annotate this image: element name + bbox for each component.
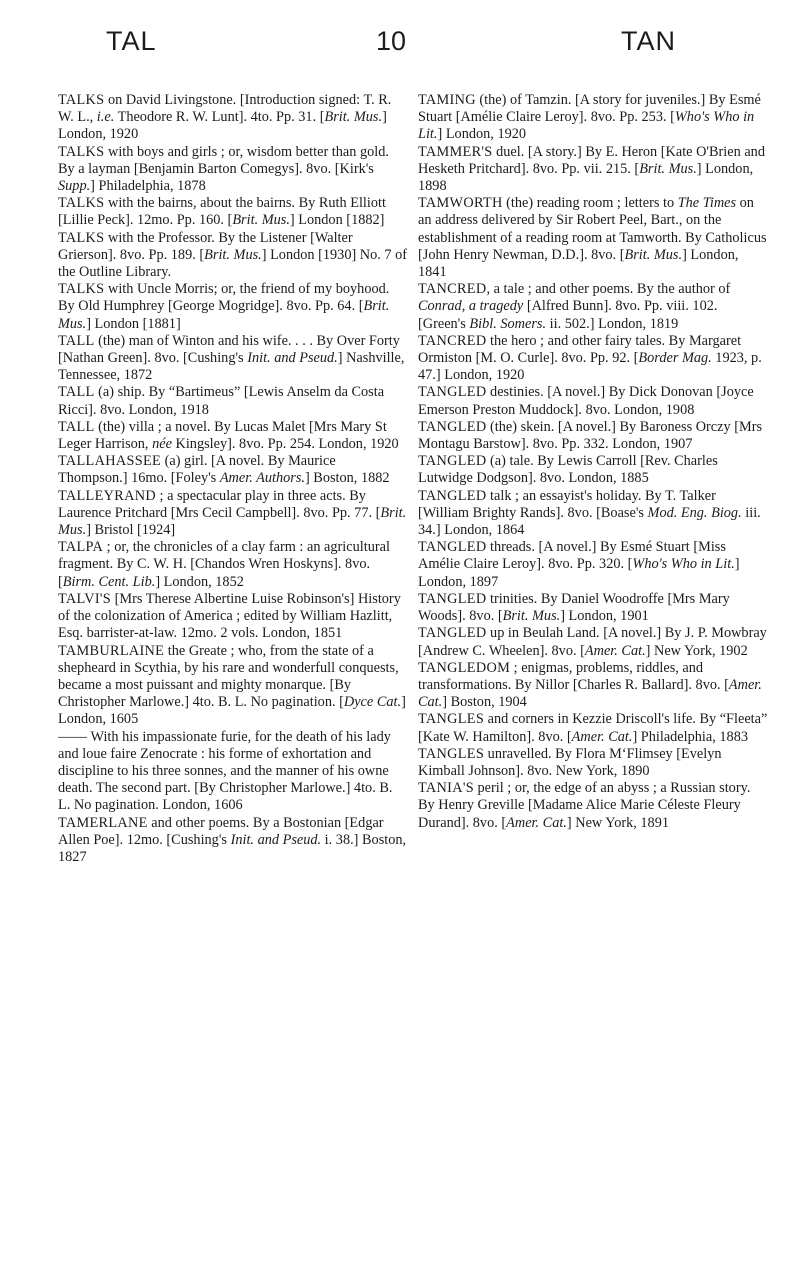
headword: TALLEYRAND [58, 487, 156, 504]
headword: TANGLED [418, 418, 487, 435]
headword: TAMERLANE [58, 814, 148, 831]
entry: TANGLED (a) tale. By Lewis Carroll [Rev. Charles Lutwidge Dodgson]. 8vo. London, 1885 [418, 453, 718, 487]
left-column [58, 92, 408, 866]
headword: TANGLES [418, 711, 485, 728]
entry: TALVI'S [Mrs Therese Albertine Luise Robinson's] History of the colonization of America ; edited by William Hazlitt, Esq. barrister-at-law. 12mo. 2 vols. London, 1851 [58, 590, 401, 642]
entry: TAMWORTH (the) reading room ; letters to The Times on an address delivered by Sir Robert Peel, Bart., on the establishment of a reading room at Tamworth. By Catholicus [John Henry Newman, D.D.]. 8vo. [Brit. Mus.] London, 1841 [418, 195, 767, 281]
entry: TANGLES and corners in Kezzie Driscoll's life. By “Fleeta” [Kate W. Hamilton]. 8vo. [Amer. Cat.] Philadelphia, 1883 [418, 711, 768, 745]
headword: TANCRED [418, 281, 487, 298]
entry: TALKS with the Professor. By the Listener [Walter Grierson]. 8vo. Pp. 189. [Brit. Mus.] London [1930] No. 7 of the Outline Library. [58, 229, 408, 281]
entry: TANGLED trinities. By Daniel Woodroffe [Mrs Mary Woods]. 8vo. [Brit. Mus.] London, 1901 [418, 590, 730, 625]
headword: TALKS [58, 92, 105, 108]
entry: TAMERLANE and other poems. By a Bostonian [Edgar Allen Poe]. 12mo. [Cushing's Init. and Pseud. i. 38.] Boston, 1827 [58, 814, 407, 865]
entry: TANGLED (the) skein. [A novel.] By Baroness Orczy [Mrs Montagu Barstow]. 8vo. Pp. 332. London, 1907 [418, 418, 763, 453]
entry: TANGLES unravelled. By Flora M‘Flimsey [Evelyn Kimball Johnson]. 8vo. New York, 1890 [418, 745, 722, 779]
header-right-guide: TAN [621, 26, 676, 56]
entry: TALLEYRAND ; a spectacular play in three acts. By Laurence Pritchard [Mrs Cecil Campbell]. 8vo. Pp. 77. [Brit. Mus.] Bristol [1924] [58, 487, 407, 539]
entry: TAMMER'S duel. [A story.] By E. Heron [Kate O'Brien and Hesketh Pritchard]. 8vo. Pp. vii. 215. [Brit. Mus.] London, 1898 [418, 143, 765, 195]
headword: TALL [58, 418, 95, 435]
headword: TALKS [58, 229, 105, 246]
entry: TANCRED, a tale ; and other poems. By the author of Conrad, a tragedy [Alfred Bunn]. 8vo. Pp. viii. 102. [Green's Bibl. Somers. ii. 502.] London, 1819 [418, 281, 731, 332]
entry: TALKS on David Livingstone. [Introduction signed: T. R. W. L., i.e. Theodore R. W. Lunt]. 4to. Pp. 31. [Brit. Mus.] London, 1920 [58, 92, 392, 143]
headword: TANGLED [418, 625, 487, 642]
headword: —— [58, 728, 88, 745]
entry: TANGLED talk ; an essayist's holiday. By T. Talker [William Brighty Rands]. 8vo. [Boase's Mod. Eng. Biog. iii. 34.] London, 1864 [418, 487, 761, 539]
entry: TANCRED the hero ; and other fairy tales. By Margaret Ormiston [M. O. Curle]. 8vo. Pp. 92. [Border Mag. 1923, p. 47.] London, 1920 [418, 332, 762, 384]
headword: TALLAHASSEE [58, 453, 162, 470]
headword: TAMBURLAINE [58, 642, 165, 659]
right-column [418, 92, 768, 832]
headword: TALKS [58, 195, 105, 212]
entry: TAMING (the) of Tamzin. [A story for juveniles.] By Esmé Stuart [Amélie Claire Leroy]. 8vo. Pp. 253. [Who's Who in Lit.] London, 1920 [418, 92, 761, 143]
headword: TALL [58, 384, 95, 401]
entry: TALL (a) ship. By “Bartimeus” [Lewis Anselm da Costa Ricci]. 8vo. London, 1918 [58, 384, 385, 418]
entry: TAMBURLAINE the Greate ; who, from the state of a shepheard in Scythia, by his rare and wonderfull conquests, became a most puissant and mighty monarque. [By Christopher Marlowe.] 4to. B. L. No pagination. [Dyce Cat.] London, 1605 [58, 642, 406, 728]
entry: —— With his impassionate furie, for the death of his lady and loue faire Zenocrate : his forme of exhortation and discipline to his three sonnes, and the manner of his owne death. The second part. [By Christopher Marlowe.] 4to. B. L. No pagination. London, 1606 [58, 728, 393, 814]
running-header [0, 26, 800, 66]
headword: TAMWORTH [418, 195, 503, 212]
entry: TANGLED destinies. [A novel.] By Dick Donovan [Joyce Emerson Preston Muddock]. 8vo. London, 1908 [418, 384, 754, 418]
headword: TANGLED [418, 539, 487, 556]
headword: TALL [58, 332, 95, 349]
headword: TANGLED [418, 453, 487, 470]
entry: TANGLEDOM ; enigmas, problems, riddles, and transformations. By Nillor [Charles R. Ballard]. 8vo. [Amer. Cat.] Boston, 1904 [418, 659, 762, 711]
headword: TALKS [58, 143, 105, 160]
headword: TALVI'S [58, 590, 112, 607]
headword: TANIA'S [418, 780, 474, 797]
entry: TALKS with boys and girls ; or, wisdom better than gold. By a layman [Benjamin Barton Comegys]. 8vo. [Kirk's Supp.] Philadelphia, 1878 [58, 143, 389, 195]
headword: TALKS [58, 281, 105, 298]
headword: TANGLED [418, 487, 487, 504]
headword: TANGLES [418, 745, 485, 762]
headword: TANCRED [418, 332, 487, 349]
headword: TAMMER'S [418, 143, 493, 160]
entry: TALLAHASSEE (a) girl. [A novel. By Maurice Thompson.] 16mo. [Foley's Amer. Authors.] Boston, 1882 [58, 453, 390, 487]
entry: TANGLED up in Beulah Land. [A novel.] By J. P. Mowbray [Andrew C. Wheelen]. 8vo. [Amer. Cat.] New York, 1902 [418, 625, 767, 659]
page-number: 10 [376, 26, 407, 56]
headword: TANGLED [418, 384, 487, 401]
entry: TALKS with the bairns, about the bairns. By Ruth Elliott [Lillie Peck]. 12mo. Pp. 160. [Brit. Mus.] London [1882] [58, 195, 386, 229]
entry: TALL (the) man of Winton and his wife. . . . By Over Forty [Nathan Green]. 8vo. [Cushing's Init. and Pseud.] Nashville, Tennessee, 1872 [58, 332, 405, 384]
headword: TALPA [58, 539, 104, 556]
entry: TANGLED threads. [A novel.] By Esmé Stuart [Miss Amélie Claire Leroy]. 8vo. Pp. 320. [Who's Who in Lit.] London, 1897 [418, 539, 740, 590]
entry: TALL (the) villa ; a novel. By Lucas Malet [Mrs Mary St Leger Harrison, née Kingsley]. 8vo. Pp. 254. London, 1920 [58, 418, 399, 453]
headword: TANGLED [418, 590, 487, 607]
entry: TALPA ; or, the chronicles of a clay farm : an agricultural fragment. By C. W. H. [Chandos Wren Hoskyns]. 8vo. [Birm. Cent. Lib.] London, 1852 [58, 539, 390, 590]
headword: TAMING [418, 92, 476, 108]
entry: TALKS with Uncle Morris; or, the friend of my boyhood. By Old Humphrey [George Mogridge]. 8vo. Pp. 64. [Brit. Mus.] London [1881] [58, 281, 390, 332]
header-left-guide: TAL [106, 26, 157, 56]
headword: TANGLEDOM [418, 659, 511, 676]
entry: TANIA'S peril ; or, the edge of an abyss ; a Russian story. By Henry Greville [Madame Alice Marie Céleste Fleury Durand]. 8vo. [Amer. Cat.] New York, 1891 [418, 780, 751, 831]
